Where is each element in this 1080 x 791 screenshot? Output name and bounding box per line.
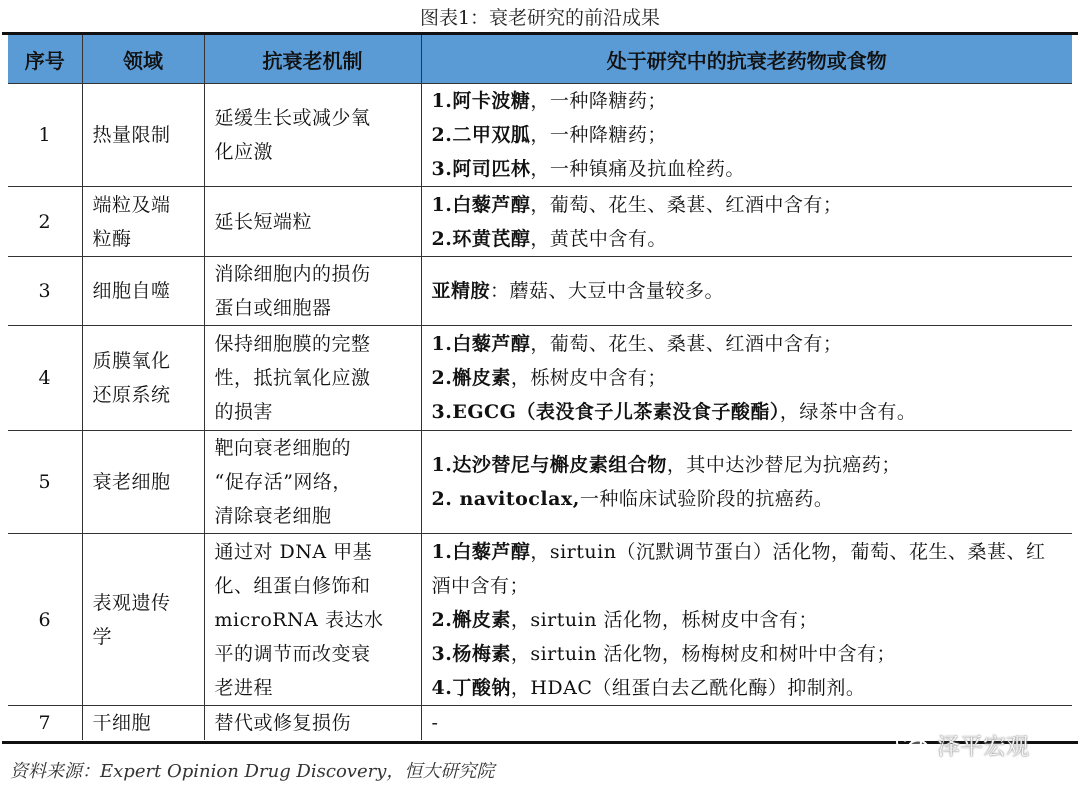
mechanism-line: 平的调节而改变衰	[214, 642, 371, 665]
mechanism-line: “促存活”网络，	[214, 471, 352, 493]
drug-description: ，HDAC（组蛋白去乙酰化酶）抑制剂。	[510, 676, 866, 699]
drug-name: 亚精胺	[431, 280, 491, 302]
mechanism-line: microRNA 表达水	[214, 608, 384, 631]
field-line: 热量限制	[92, 124, 171, 146]
header-num: 序号	[8, 35, 82, 84]
drug-name: 3.EGCG（表没食子儿茶素没食子酸酯）	[431, 401, 780, 423]
watermark-text: 泽平宏观	[937, 734, 1029, 760]
source-note: 资料来源：Expert Opinion Drug Discovery，恒大研究院	[10, 761, 495, 782]
mechanism-line: 性，抵抗氧化应激	[214, 367, 371, 389]
row-number: 2	[8, 187, 82, 257]
table-row	[8, 187, 1072, 257]
drugs-cell	[421, 431, 1072, 534]
drug-name: 2. navitoclax,	[431, 488, 580, 510]
drug-description: ，葡萄、花生、桑葚、红酒中含有；	[530, 333, 843, 355]
drug-item	[432, 84, 1063, 118]
drug-description: ：蘑菇、大豆中含量较多。	[490, 280, 725, 302]
table-row	[8, 257, 1072, 326]
field-cell	[82, 84, 204, 187]
mechanism-line: 老进程	[214, 676, 274, 699]
field-line: 还原系统	[92, 384, 171, 406]
drug-item	[432, 448, 1063, 482]
research-table	[8, 35, 1072, 740]
drugs-cell	[421, 326, 1072, 431]
drug-description: ，sirtuin 活化物，栎树皮中含有；	[510, 608, 818, 631]
drug-description: ，一种镇痛及抗血栓药。	[530, 158, 745, 180]
drug-name: 3.杨梅素	[431, 642, 511, 665]
mechanism-line: 保持细胞膜的完整	[214, 333, 371, 355]
mechanism-line: 化、组蛋白修饰和	[214, 574, 371, 597]
drugs-cell	[421, 534, 1072, 706]
field-cell	[82, 534, 204, 706]
drug-description: ，绿茶中含有。	[779, 401, 917, 423]
table-row	[8, 431, 1072, 534]
row-number: 5	[8, 431, 82, 534]
field-line: 表观遗传	[92, 591, 171, 614]
field-line: 干细胞	[92, 712, 152, 734]
mechanism-cell	[204, 431, 421, 534]
table-row	[8, 326, 1072, 431]
drug-name: 2.环黄芪醇	[431, 227, 531, 250]
mechanism-line: 替代或修复损伤	[214, 712, 352, 734]
drug-item	[432, 188, 1063, 222]
mechanism-cell	[204, 326, 421, 431]
row-number: 7	[8, 706, 82, 741]
drug-item	[432, 361, 1063, 395]
drugs-cell	[421, 84, 1072, 187]
field-line: 端粒及端	[92, 193, 171, 216]
field-cell	[82, 257, 204, 326]
mechanism-line: 通过对 DNA 甲基	[214, 540, 373, 563]
drug-description: ，黄芪中含有。	[530, 227, 667, 250]
drug-name: 2.二甲双胍	[431, 124, 531, 146]
drug-description: ，栎树皮中含有；	[510, 367, 667, 389]
drug-name: 1.白藜芦醇	[431, 540, 531, 563]
field-line: 衰老细胞	[92, 471, 171, 493]
table-caption: 图表1：衰老研究的前沿成果	[419, 7, 661, 29]
drug-description: ，一种降糖药；	[530, 124, 667, 146]
field-cell	[82, 187, 204, 257]
drug-name: 4.丁酸钠	[431, 676, 511, 699]
drug-description: ，其中达沙替尼为抗癌药；	[666, 454, 901, 476]
header-field: 领域	[82, 35, 204, 84]
drug-name: 1.白藜芦醇	[431, 333, 531, 355]
mechanism-line: 靶向衰老细胞的	[214, 437, 352, 459]
drug-description: -	[431, 712, 439, 734]
field-line: 质膜氧化	[92, 350, 171, 372]
row-number: 4	[8, 326, 82, 431]
drug-name: 1.白藜芦醇	[431, 193, 531, 216]
drugs-cell	[421, 257, 1072, 326]
drug-description: ，一种降糖药；	[530, 90, 667, 112]
table-row	[8, 534, 1072, 706]
header-drugs: 处于研究中的抗衰老药物或食物	[421, 35, 1072, 84]
mechanism-line: 延长短端粒	[214, 210, 313, 233]
field-line: 粒酶	[92, 227, 132, 250]
field-line: 细胞自噬	[92, 280, 171, 302]
table-row	[8, 84, 1072, 187]
drug-name: 1.阿卡波糖	[431, 90, 531, 112]
header-mechanism: 抗衰老机制	[204, 35, 421, 84]
mechanism-line: 的损害	[214, 401, 274, 423]
drug-item	[432, 222, 1063, 256]
mechanism-line: 清除衰老细胞	[214, 505, 332, 527]
mechanism-line: 化应激	[214, 141, 274, 163]
row-number: 3	[8, 257, 82, 326]
drug-description: 一种临床试验阶段的抗癌药。	[579, 488, 834, 510]
mechanism-cell	[204, 187, 421, 257]
header-row	[8, 35, 1072, 84]
drug-name: 3.阿司匹林	[431, 158, 531, 180]
drug-item	[432, 274, 1063, 308]
mechanism-line: 蛋白或细胞器	[214, 297, 332, 319]
drug-description: ，sirtuin（沉默调节蛋白）活化物，葡萄、花生、桑葚、红酒中含有；	[431, 540, 1046, 597]
mechanism-cell	[204, 257, 421, 326]
drug-item	[432, 482, 1063, 516]
drug-description: ，sirtuin 活化物，杨梅树皮和树叶中含有；	[510, 642, 896, 665]
mechanism-cell	[204, 84, 421, 187]
field-line: 学	[92, 625, 113, 648]
drug-item	[432, 327, 1063, 361]
drug-item	[432, 118, 1063, 152]
drug-item	[432, 637, 1063, 671]
field-cell	[82, 326, 204, 431]
drug-name: 2.槲皮素	[431, 367, 511, 389]
wechat-icon	[895, 730, 931, 760]
drugs-cell	[421, 187, 1072, 257]
field-cell	[82, 431, 204, 534]
drug-item	[432, 395, 1063, 429]
drug-name: 2.槲皮素	[431, 608, 511, 631]
drug-description: ，葡萄、花生、桑葚、红酒中含有；	[530, 193, 843, 216]
drug-item	[432, 152, 1063, 186]
mechanism-line: 消除细胞内的损伤	[214, 263, 371, 285]
mechanism-cell	[204, 534, 421, 706]
field-cell	[82, 706, 204, 741]
watermark	[895, 728, 1029, 761]
mechanism-line: 延缓生长或减少氧	[214, 107, 371, 129]
row-number: 1	[8, 84, 82, 187]
drug-item	[432, 671, 1063, 705]
drug-name: 1.达沙替尼与槲皮素组合物	[431, 454, 667, 476]
row-number: 6	[8, 534, 82, 706]
mechanism-cell	[204, 706, 421, 741]
drug-item	[432, 603, 1063, 637]
drug-item	[432, 535, 1063, 603]
